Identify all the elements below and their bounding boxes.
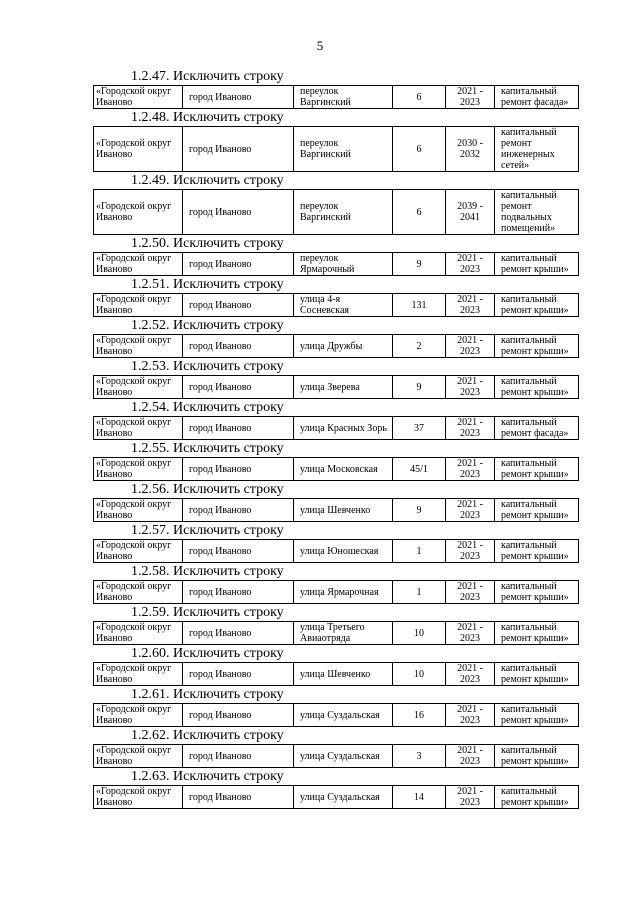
city-cell: город Иваново — [183, 376, 294, 399]
table-row — [94, 417, 579, 440]
exclusion-section — [93, 276, 579, 317]
section-heading: 1.2.49. Исключить строку — [131, 173, 284, 188]
excluded-row-table — [93, 416, 579, 440]
table-row — [94, 704, 579, 727]
section-heading: 1.2.59. Исключить строку — [131, 605, 284, 620]
region-cell: «Городской округ Иваново — [94, 704, 183, 727]
city-cell: город Иваново — [183, 581, 294, 604]
house-number-cell: 131 — [393, 294, 446, 317]
table-row — [94, 745, 579, 768]
period-cell: 2021 - 2023 — [446, 294, 495, 317]
house-number-cell: 6 — [393, 190, 446, 235]
excluded-row-table — [93, 580, 579, 604]
house-number-cell: 14 — [393, 786, 446, 809]
street-cell: улица Ярмарочная — [294, 581, 393, 604]
city-cell: город Иваново — [183, 704, 294, 727]
house-number-cell: 1 — [393, 581, 446, 604]
street-cell: улица Суздальская — [294, 786, 393, 809]
house-number-cell: 9 — [393, 499, 446, 522]
city-cell: город Иваново — [183, 786, 294, 809]
excluded-row-table — [93, 293, 579, 317]
work-type-cell: капитальный ремонт крыши» — [495, 704, 579, 727]
house-number-cell: 10 — [393, 622, 446, 645]
work-type-cell: капитальный ремонт крыши» — [495, 335, 579, 358]
period-cell: 2021 - 2023 — [446, 663, 495, 686]
excluded-row-table — [93, 189, 579, 235]
house-number-cell: 16 — [393, 704, 446, 727]
table-row — [94, 376, 579, 399]
city-cell: город Иваново — [183, 294, 294, 317]
street-cell: улица Московская — [294, 458, 393, 481]
city-cell: город Иваново — [183, 622, 294, 645]
table-row — [94, 622, 579, 645]
exclusion-section — [93, 399, 579, 440]
city-cell: город Иваново — [183, 663, 294, 686]
city-cell: город Иваново — [183, 335, 294, 358]
work-type-cell: капитальный ремонт крыши» — [495, 499, 579, 522]
city-cell: город Иваново — [183, 745, 294, 768]
work-type-cell: капитальный ремонт крыши» — [495, 253, 579, 276]
region-cell: «Городской округ Иваново — [94, 663, 183, 686]
region-cell: «Городской округ Иваново — [94, 294, 183, 317]
period-cell: 2021 - 2023 — [446, 417, 495, 440]
section-heading: 1.2.50. Исключить строку — [131, 236, 284, 251]
street-cell: улица Третьего Авиаотряда — [294, 622, 393, 645]
street-cell: переулок Варгинский — [294, 127, 393, 172]
period-cell: 2030 - 2032 — [446, 127, 495, 172]
work-type-cell: капитальный ремонт крыши» — [495, 786, 579, 809]
street-cell: переулок Варгинский — [294, 190, 393, 235]
exclusion-section — [93, 358, 579, 399]
street-cell: улица Красных Зорь — [294, 417, 393, 440]
exclusion-section — [93, 563, 579, 604]
region-cell: «Городской округ Иваново — [94, 86, 183, 109]
period-cell: 2021 - 2023 — [446, 540, 495, 563]
work-type-cell: капитальный ремонт крыши» — [495, 745, 579, 768]
work-type-cell: капитальный ремонт подвальных помещений» — [495, 190, 579, 235]
region-cell: «Городской округ Иваново — [94, 127, 183, 172]
section-heading: 1.2.60. Исключить строку — [131, 646, 284, 661]
exclusion-section — [93, 645, 579, 686]
city-cell: город Иваново — [183, 253, 294, 276]
region-cell: «Городской округ Иваново — [94, 417, 183, 440]
excluded-row-table — [93, 126, 579, 172]
exclusion-section — [93, 481, 579, 522]
exclusion-section — [93, 68, 579, 109]
section-heading: 1.2.51. Исключить строку — [131, 277, 284, 292]
section-heading: 1.2.58. Исключить строку — [131, 564, 284, 579]
street-cell: улица Суздальская — [294, 745, 393, 768]
period-cell: 2021 - 2023 — [446, 581, 495, 604]
house-number-cell: 9 — [393, 376, 446, 399]
period-cell: 2021 - 2023 — [446, 335, 495, 358]
period-cell: 2021 - 2023 — [446, 86, 495, 109]
excluded-row-table — [93, 744, 579, 768]
table-row — [94, 786, 579, 809]
street-cell: улица 4-я Сосневская — [294, 294, 393, 317]
page-number: 5 — [316, 38, 324, 53]
city-cell: город Иваново — [183, 417, 294, 440]
table-row — [94, 294, 579, 317]
excluded-row-table — [93, 85, 579, 109]
city-cell: город Иваново — [183, 540, 294, 563]
work-type-cell: капитальный ремонт крыши» — [495, 294, 579, 317]
street-cell: переулок Варгинский — [294, 86, 393, 109]
region-cell: «Городской округ Иваново — [94, 786, 183, 809]
street-cell: улица Дружбы — [294, 335, 393, 358]
exclusion-section — [93, 768, 579, 809]
region-cell: «Городской округ Иваново — [94, 745, 183, 768]
section-heading: 1.2.52. Исключить строку — [131, 318, 284, 333]
table-row — [94, 540, 579, 563]
street-cell: улица Шевченко — [294, 499, 393, 522]
period-cell: 2021 - 2023 — [446, 376, 495, 399]
table-row — [94, 458, 579, 481]
section-heading: 1.2.53. Исключить строку — [131, 359, 284, 374]
section-heading: 1.2.56. Исключить строку — [131, 482, 284, 497]
street-cell: улица Суздальская — [294, 704, 393, 727]
excluded-row-table — [93, 621, 579, 645]
house-number-cell: 6 — [393, 86, 446, 109]
house-number-cell: 45/1 — [393, 458, 446, 481]
work-type-cell: капитальный ремонт крыши» — [495, 540, 579, 563]
excluded-row-table — [93, 498, 579, 522]
table-row — [94, 127, 579, 172]
excluded-row-table — [93, 662, 579, 686]
work-type-cell: капитальный ремонт инженерных сетей» — [495, 127, 579, 172]
table-row — [94, 190, 579, 235]
excluded-row-table — [93, 457, 579, 481]
period-cell: 2021 - 2023 — [446, 622, 495, 645]
work-type-cell: капитальный ремонт крыши» — [495, 622, 579, 645]
document-body — [93, 68, 579, 809]
work-type-cell: капитальный ремонт крыши» — [495, 376, 579, 399]
excluded-row-table — [93, 334, 579, 358]
house-number-cell: 9 — [393, 253, 446, 276]
region-cell: «Городской округ Иваново — [94, 376, 183, 399]
exclusion-section — [93, 440, 579, 481]
excluded-row-table — [93, 703, 579, 727]
street-cell: улица Зверева — [294, 376, 393, 399]
city-cell: город Иваново — [183, 86, 294, 109]
house-number-cell: 37 — [393, 417, 446, 440]
section-heading: 1.2.47. Исключить строку — [131, 69, 284, 84]
region-cell: «Городской округ Иваново — [94, 499, 183, 522]
period-cell: 2021 - 2023 — [446, 499, 495, 522]
section-heading: 1.2.63. Исключить строку — [131, 769, 284, 784]
exclusion-section — [93, 686, 579, 727]
excluded-row-table — [93, 252, 579, 276]
region-cell: «Городской округ Иваново — [94, 458, 183, 481]
region-cell: «Городской округ Иваново — [94, 190, 183, 235]
period-cell: 2021 - 2023 — [446, 786, 495, 809]
work-type-cell: капитальный ремонт крыши» — [495, 581, 579, 604]
city-cell: город Иваново — [183, 458, 294, 481]
table-row — [94, 663, 579, 686]
table-row — [94, 86, 579, 109]
house-number-cell: 6 — [393, 127, 446, 172]
region-cell: «Городской округ Иваново — [94, 253, 183, 276]
table-row — [94, 335, 579, 358]
section-heading: 1.2.54. Исключить строку — [131, 400, 284, 415]
exclusion-section — [93, 172, 579, 235]
house-number-cell: 2 — [393, 335, 446, 358]
work-type-cell: капитальный ремонт крыши» — [495, 458, 579, 481]
table-row — [94, 581, 579, 604]
street-cell: улица Юношеская — [294, 540, 393, 563]
table-row — [94, 499, 579, 522]
region-cell: «Городской округ Иваново — [94, 335, 183, 358]
section-heading: 1.2.61. Исключить строку — [131, 687, 284, 702]
exclusion-section — [93, 109, 579, 172]
house-number-cell: 3 — [393, 745, 446, 768]
exclusion-section — [93, 317, 579, 358]
exclusion-section — [93, 522, 579, 563]
work-type-cell: капитальный ремонт фасада» — [495, 86, 579, 109]
region-cell: «Городской округ Иваново — [94, 622, 183, 645]
excluded-row-table — [93, 539, 579, 563]
work-type-cell: капитальный ремонт крыши» — [495, 663, 579, 686]
excluded-row-table — [93, 785, 579, 809]
period-cell: 2039 - 2041 — [446, 190, 495, 235]
section-heading: 1.2.57. Исключить строку — [131, 523, 284, 538]
work-type-cell: капитальный ремонт фасада» — [495, 417, 579, 440]
region-cell: «Городской округ Иваново — [94, 581, 183, 604]
section-heading: 1.2.48. Исключить строку — [131, 110, 284, 125]
section-heading: 1.2.55. Исключить строку — [131, 441, 284, 456]
exclusion-section — [93, 727, 579, 768]
exclusion-section — [93, 604, 579, 645]
period-cell: 2021 - 2023 — [446, 253, 495, 276]
section-heading: 1.2.62. Исключить строку — [131, 728, 284, 743]
period-cell: 2021 - 2023 — [446, 704, 495, 727]
house-number-cell: 10 — [393, 663, 446, 686]
street-cell: улица Шевченко — [294, 663, 393, 686]
city-cell: город Иваново — [183, 499, 294, 522]
period-cell: 2021 - 2023 — [446, 458, 495, 481]
street-cell: переулок Ярмарочный — [294, 253, 393, 276]
table-row — [94, 253, 579, 276]
excluded-row-table — [93, 375, 579, 399]
exclusion-section — [93, 235, 579, 276]
region-cell: «Городской округ Иваново — [94, 540, 183, 563]
period-cell: 2021 - 2023 — [446, 745, 495, 768]
house-number-cell: 1 — [393, 540, 446, 563]
city-cell: город Иваново — [183, 127, 294, 172]
city-cell: город Иваново — [183, 190, 294, 235]
